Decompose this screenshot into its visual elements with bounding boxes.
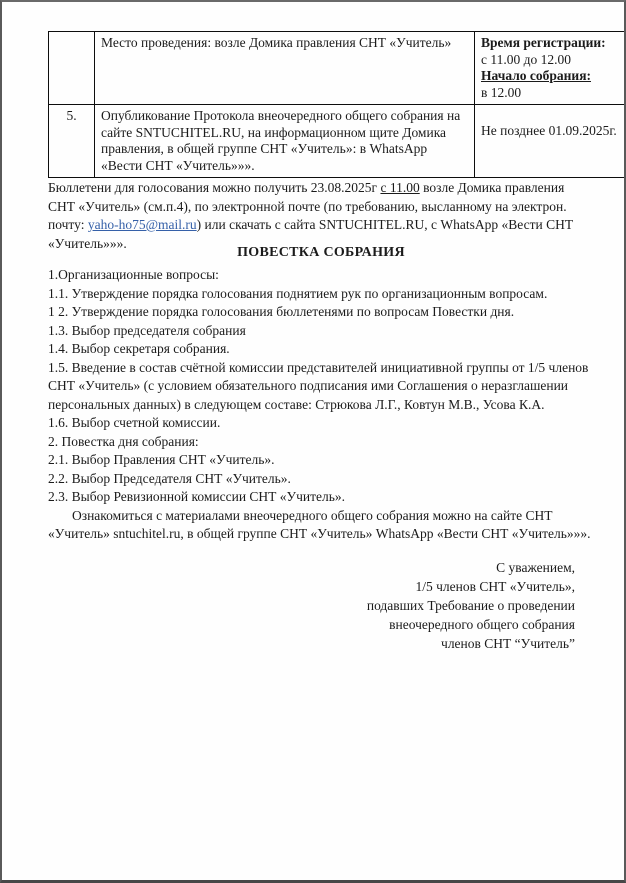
agenda-list <box>48 266 594 544</box>
row-number-cell <box>49 105 95 178</box>
row-number: 5. <box>66 108 77 123</box>
agenda-item-1: 1.Организационные вопросы: <box>48 267 219 282</box>
registration-time: с 11.00 до 12.00 <box>481 51 571 67</box>
bulletin-text-middle: возле Домика правления СНТ «Учитель» (см.п.4), по электронной почте (по требованию, высланному на электрон. почту: <box>48 180 567 232</box>
table-row-venue <box>49 32 626 105</box>
materials-paragraph: Ознакомиться с материалами внеочередного общего собрания можно на сайте СНТ «Учитель» sntuchitel.ru, в общей группе СНТ «Учитель» WhatsApp «Вести СНТ «Учитель»»». <box>48 507 591 541</box>
agenda-item-1-6: 1.6. Выбор счетной комиссии. <box>48 415 221 430</box>
publication-cell <box>95 105 475 178</box>
agenda-item-1-4: 1.4. Выбор секретаря собрания. <box>48 341 230 356</box>
bulletin-text-after: ) или скачать с сайта SNTUCHITEL.RU, с WhatsApp «Вести СНТ «Учитель»»». <box>48 217 574 251</box>
email-link[interactable]: yaho-ho75@mail.ru <box>87 217 197 232</box>
bulletin-time-underlined: с 11.00 <box>380 180 420 195</box>
agenda-item-1-1: 1.1. Утверждение порядка голосования поднятием рук по организационным вопросам. <box>48 285 548 301</box>
deadline-cell <box>475 105 626 178</box>
agenda-item-1-5: 1.5. Введение в состав счётной комиссии представителей инициативной группы от 1/5 членов СНТ «Учитель» (с условием обязательного подписания ими Соглашения о неразглашении персональных данных) в следующем составе: Стрюкова Л.Г., Ковтун М.В., Усова К.А. <box>48 359 589 412</box>
agenda-item-1-2: 1 2. Утверждение порядка голосования бюллетенями по вопросам Повестки дня. <box>48 304 515 319</box>
meeting-schedule-table <box>48 31 626 178</box>
meeting-start-time: в 12.00 <box>481 84 522 100</box>
venue-text: Место проведения: возле Домика правления СНТ «Учитель» <box>101 35 452 50</box>
meeting-start-label: Начало собрания: <box>481 68 591 83</box>
venue-cell <box>95 32 475 105</box>
agenda-item-2: 2. Повестка дня собрания: <box>48 433 199 449</box>
agenda-item-1-3: 1.3. Выбор председателя собрания <box>48 322 246 338</box>
agenda-title: ПОВЕСТКА СОБРАНИЯ <box>237 245 405 260</box>
registration-time-cell <box>475 32 626 105</box>
agenda-item-2-1: 2.1. Выбор Правления СНТ «Учитель». <box>48 452 275 467</box>
table-row-publication <box>49 105 626 178</box>
signature-block <box>255 558 575 653</box>
bulletin-text-before: Бюллетени для голосования можно получить 23.08.2025г <box>48 180 381 195</box>
publication-text: Опубликование Протокола внеочередного общего собрания на сайте SNTUCHITEL.RU, на информационном щите Домика правления, в общей группе СНТ «Учитель»: в WhatsApp «Вести СНТ «Учитель»»». <box>101 108 461 173</box>
agenda-item-2-3: 2.3. Выбор Ревизионной комиссии СНТ «Учитель». <box>48 489 346 504</box>
registration-label: Время регистрации: <box>481 35 606 50</box>
signature-line: членов СНТ “Учитель” <box>441 636 575 651</box>
signature-line: внеочередного общего собрания <box>389 617 575 632</box>
deadline-text: Не позднее 01.09.2025г. <box>481 123 617 138</box>
signature-line: С уважением, <box>496 560 575 575</box>
agenda-item-2-2: 2.2. Выбор Председателя СНТ «Учитель». <box>48 470 291 486</box>
signature-line: 1/5 членов СНТ «Учитель», <box>415 579 575 594</box>
row-number-cell <box>49 32 95 105</box>
signature-line: подавших Требование о проведении <box>366 598 575 613</box>
bulletin-paragraph <box>48 179 594 253</box>
